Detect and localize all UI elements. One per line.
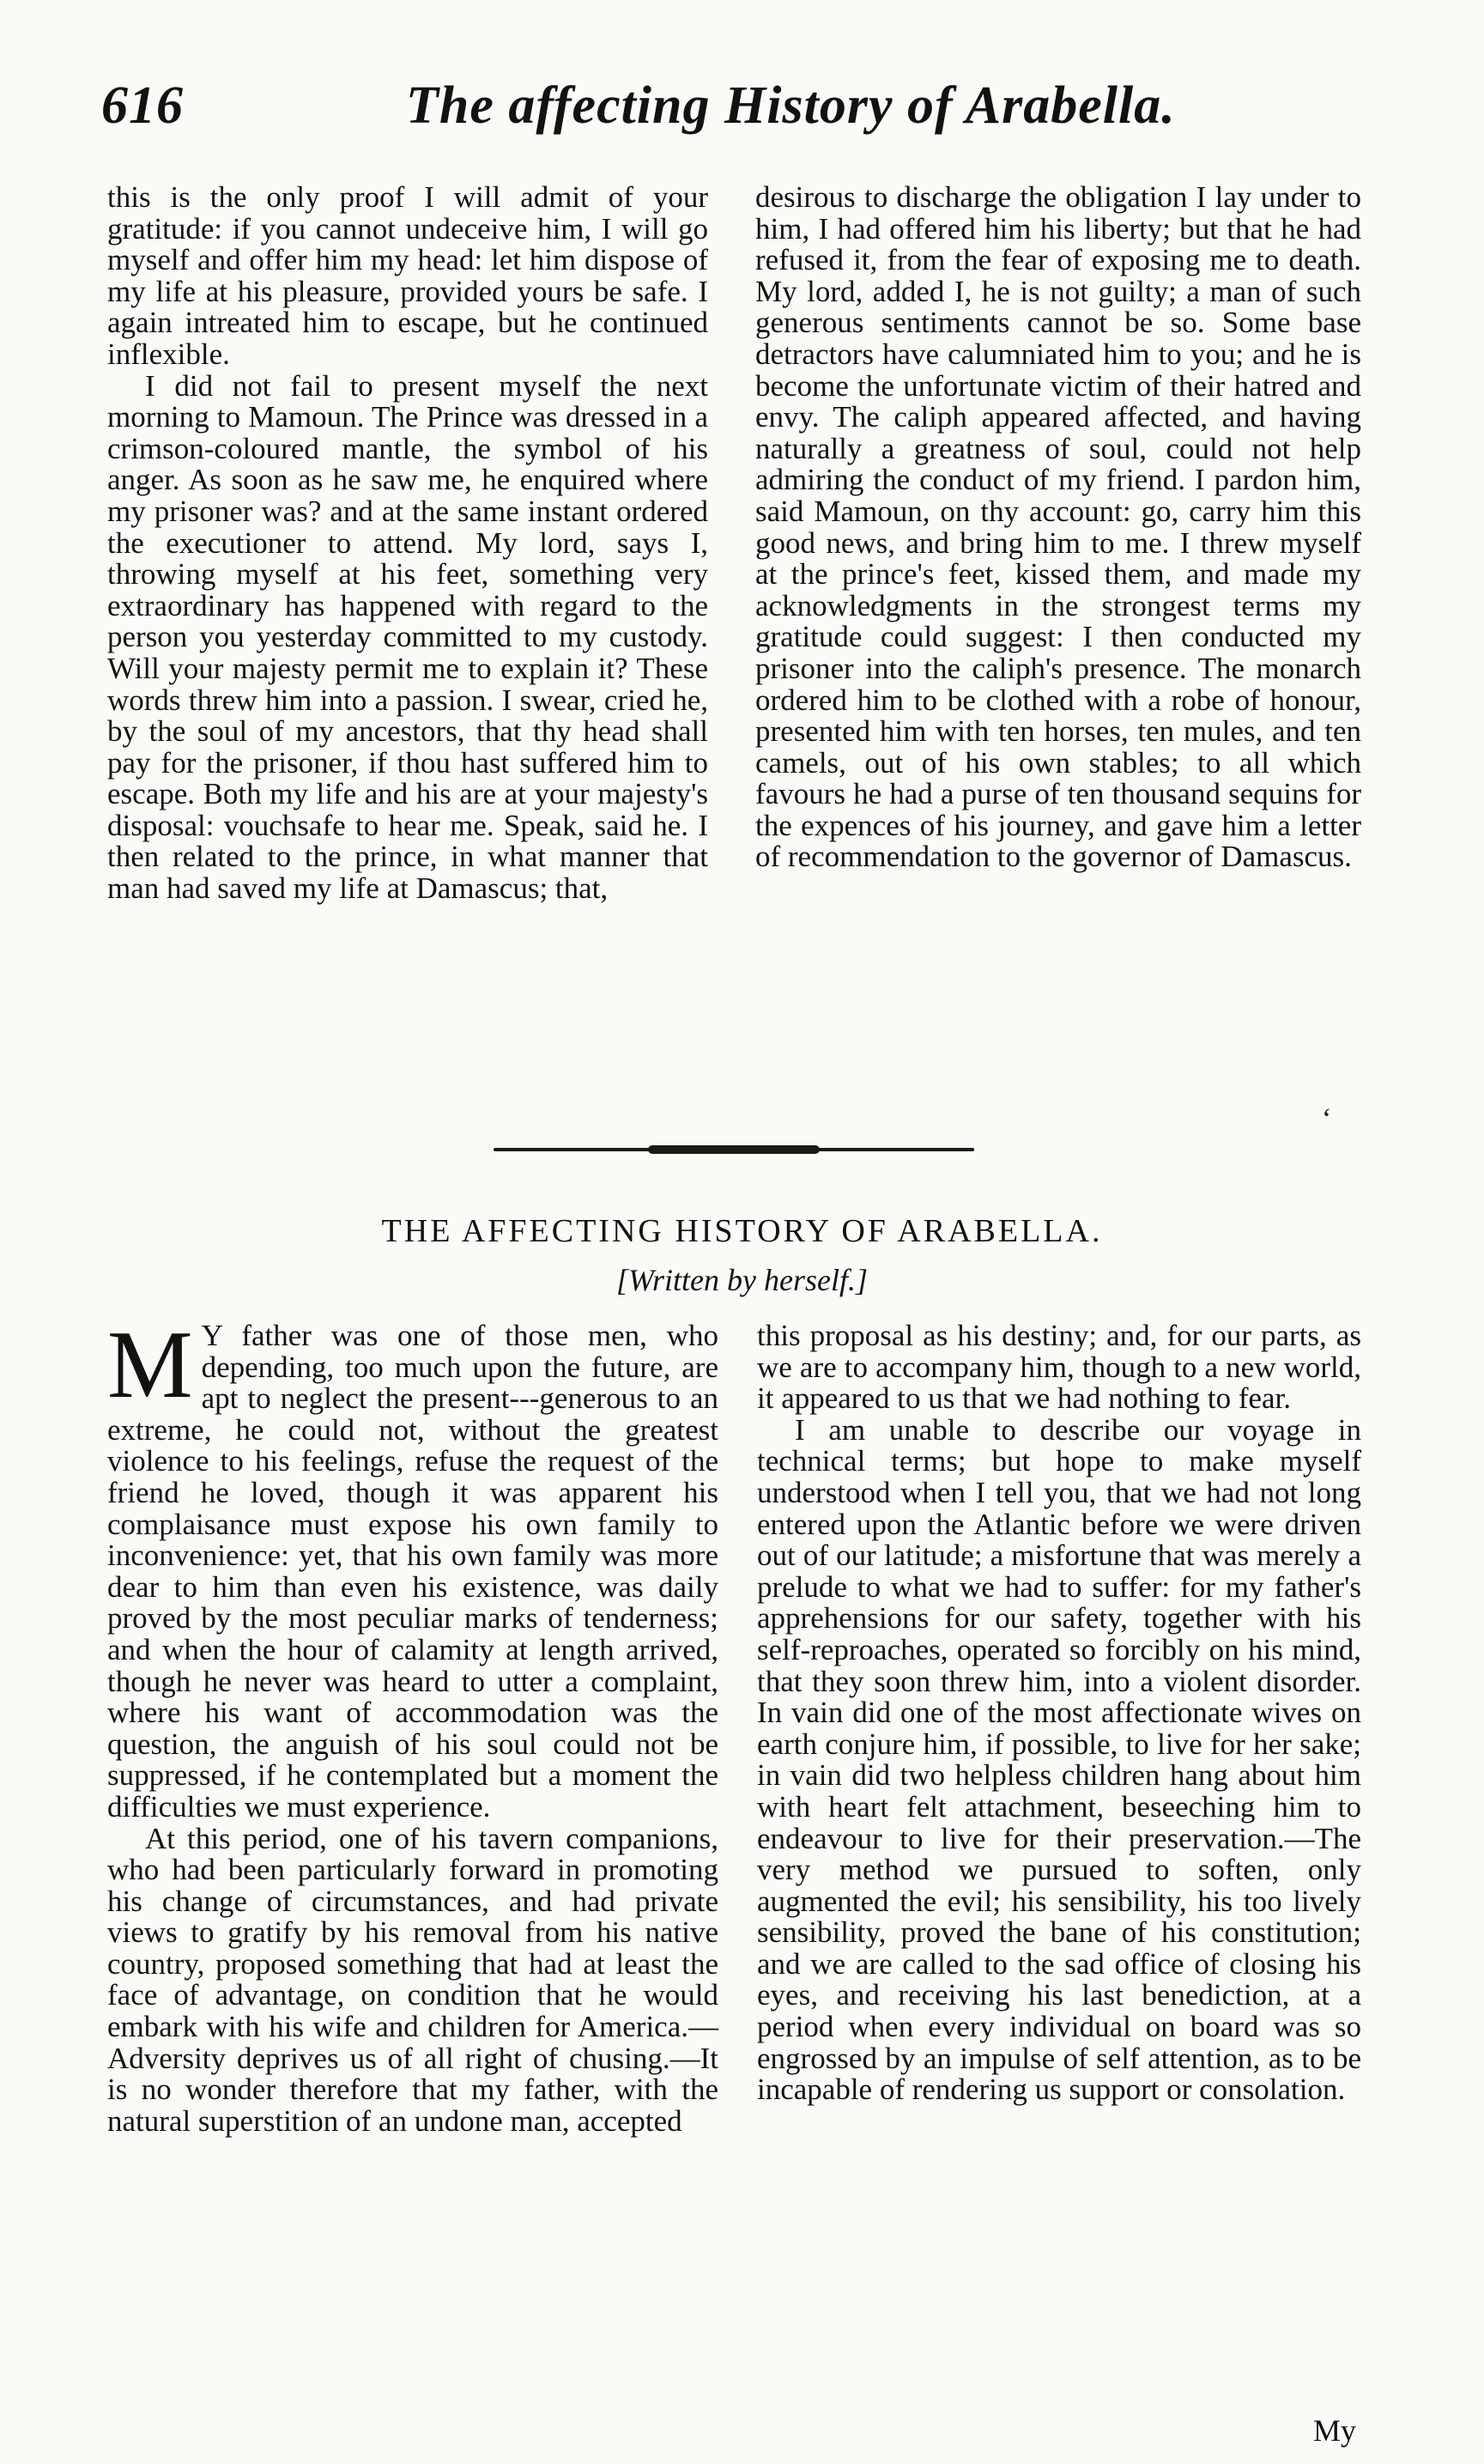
paragraph: this is the only proof I will admit of your gratitude: if you cannot undeceive him, I will go myself and offer him my head: let him dispose of my life at his pleasure, provided yours be safe. I again intreated him to escape, but he continued inflexible. xyxy=(107,180,708,371)
paragraph-text: Y father was one of those men, who depending, too much upon the future, are apt to neglect the present---generous to an extreme, he could not, without the greatest violence to his feelings, refuse the request of the friend he loved, though it was apparent his complaisance must expose his own family to inconvenience: yet, that his own family was more dear to him than even his existence, was daily proved by the most peculiar marks of tenderness; and when the hour of calamity at length arrived, though he never was heard to utter a complaint, where his want of accommodation was the question, the anguish of his soul could not be suppressed, if he contemplated but a moment the difficulties we must experience. xyxy=(107,1319,718,1824)
catchword: My xyxy=(1313,2413,1357,2448)
paragraph: I did not fail to present myself the next morning to Mamoun. The Prince was dressed in a crimson-coloured mantle, the symbol of his anger. As soon as he saw me, he enquired where my prisoner was? and at the same instant ordered the executioner to attend. My lord, says I, throwing myself at his feet, something very extraordinary has happened with regard to the person you yesterday committed to my custody. Will your majesty permit me to explain it? These words threw him into a passion. I swear, cried he, by the soul of my ancestors, that thy head shall pay for the prisoner, if thou hast suffered him to escape. Both my life and his are at your majesty's disposal: vouchsafe to hear me. Speak, said he. I then related to the prince, in what manner that man had saved my life at Damascus; that, xyxy=(107,368,708,906)
top-left-column xyxy=(107,182,708,905)
page-number: 616 xyxy=(101,76,184,135)
article-title: THE AFFECTING HISTORY OF ARABELLA. xyxy=(381,1213,1103,1249)
article-byline xyxy=(0,1262,1484,1298)
byline-text: [Written by herself.] xyxy=(616,1263,868,1297)
running-header xyxy=(101,76,1372,153)
running-title: The affecting History of Arabella. xyxy=(406,76,1176,135)
bottom-left-column xyxy=(107,1312,718,2138)
drop-cap: M xyxy=(107,1312,193,1418)
bottom-right-column xyxy=(757,1320,1361,2106)
stray-ink-mark: ʻ xyxy=(1322,1103,1332,1135)
section-divider-rule xyxy=(494,1144,974,1156)
rule-ornament xyxy=(648,1145,820,1154)
top-right-column xyxy=(755,182,1361,873)
paragraph: this proposal as his destiny; and, for our parts, as we are to accompany him, though to a new world, it appeared to us that we had nothing to fear. xyxy=(757,1319,1361,1416)
paragraph: At this period, one of his tavern companions, who had been particularly forward in promoting his change of circumstances, and had private views to gratify by his removal from his native country, proposed something that had at least the face of advantage, on condition that he would embark with his wife and children for America.—Adversity deprives us of all right of chusing.—It is no wonder therefore that my father, with the natural superstition of an undone man, accepted xyxy=(107,1821,718,2138)
paragraph xyxy=(107,1312,718,1824)
paragraph: I am unable to describe our voyage in technical terms; but hope to make myself understood when I tell you, that we had not long entered upon the Atlantic before we were driven out of our latitude; a misfortune that was merely a prelude to what we had to suffer: for my father's apprehensions for our safety, together with his self-reproaches, operated so forcibly on his mind, that they soon threw him, into a violent disorder. In vain did one of the most affectionate wives on earth conjure him, if possible, to live for her sake; in vain did two helpless children hang about him with heart felt attachment, beseeching him to endeavour to live for their preservation.—The very method we pursued to soften, only augmented the evil; his sensibility, his too lively sensibility, proved the bane of his constitution; and we are called to the sad office of closing his eyes, and receiving his last benediction, at a period when every individual on board was so engrossed by an impulse of self attention, as to be incapable of rendering us support or consolation. xyxy=(757,1412,1361,2107)
paragraph: desirous to discharge the obligation I lay under to him, I had offered him his liberty; but that he had refused it, from the fear of exposing me to death. My lord, added I, he is not guilty; a man of such generous sentiments cannot be so. Some base detractors have calumniated him to you; and he is become the unfortunate victim of their hatred and envy. The caliph appeared affected, and having naturally a greatness of soul, could not help admiring the conduct of my friend. I pardon him, said Mamoun, on thy account: go, carry him this good news, and bring him to me. I threw myself at the prince's feet, kissed them, and made my acknowledgments in the strongest terms my gratitude could suggest: I then conducted my prisoner into the caliph's presence. The monarch ordered him to be clothed with a robe of honour, presented him with ten horses, ten mules, and ten camels, out of his own stables; to all which favours he had a purse of ten thousand sequins for the expences of his journey, and gave him a letter of recommendation to the governor of Damascus. xyxy=(755,180,1361,874)
